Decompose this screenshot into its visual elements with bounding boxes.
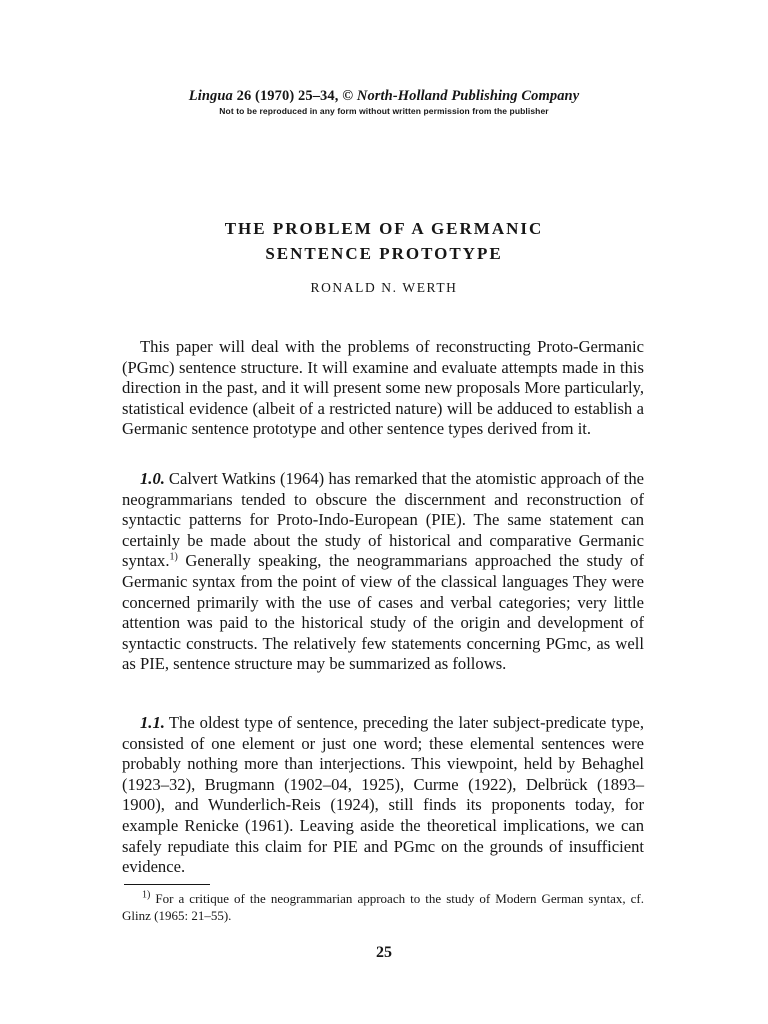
footnote-marker: 1) [142, 889, 151, 901]
abstract-paragraph [122, 337, 644, 440]
journal-name: Lingua [188, 88, 233, 104]
section-1-0-paragraph [122, 469, 644, 675]
footnote-reference: 1) [169, 551, 178, 563]
section-number: 1.1. [140, 713, 165, 732]
publisher-name: North-Holland Publishing Company [356, 88, 580, 104]
section-1-1-paragraph [122, 713, 644, 878]
journal-volume-pages: 26 (1970) 25–34, [236, 88, 339, 104]
article-title-line-2: SENTENCE PROTOTYPE [265, 244, 503, 263]
abstract-text: This paper will deal with the problems of reconstructing Proto-Germanic (PGmc) sentence structure. It will examine and evaluate attempts made in this direction in the past, and it will present some new proposals More particularly, statistical evidence (albeit of a restricted nature) will be adduced to establish a Germanic sentence prototype and other sentence types derived from it. [122, 337, 644, 439]
section-1-0-text-part-1: Calvert Watkins (1964) has remarked that the atomistic approach of the neogrammarians tended to obscure the discernment and reconstruction of syntactic patterns for Proto-Indo-European (PIE). The same statement can certainly be made about the study of historical and comparative Germanic syntax. [122, 469, 644, 571]
article-title [0, 216, 768, 266]
footnote-text: For a critique of the neogrammarian approach to the study of Modern German syntax, cf. Glinz (1965: 21–55). [122, 891, 644, 923]
section-1-0-text-part-2: Generally speaking, the neogrammarians approached the study of Germanic syntax from the point of view of the classical languages They were concerned primarily with the use of cases and verbal categories; very little attention was paid to the historical study of the origin and development of syntactic constructs. The relatively few statements concerning PGmc, as well as PIE, sentence structure may be summarized as follows. [122, 551, 644, 674]
section-number: 1.0. [140, 469, 165, 488]
footnote-paragraph [122, 890, 644, 924]
copyright-symbol: © [342, 88, 354, 104]
reproduction-note: Not to be reproduced in any form without written permission from the publisher [219, 106, 549, 116]
article-title-line-1: THE PROBLEM OF A GERMANIC [224, 219, 544, 238]
footnote-divider [124, 884, 210, 885]
journal-citation [0, 88, 768, 105]
article-author: RONALD N. WERTH [310, 280, 458, 295]
footnote [122, 890, 644, 924]
section-1-1-text: The oldest type of sentence, preceding the later subject-predicate type, consisted of one element or just one word; these elemental sentences were probably nothing more than interjections. This viewpoint, held by Behaghel (1923–32), Brugmann (1902–04, 1925), Curme (1922), Delbrück (1893–1900), and Wunderlich-Reis (1924), still finds its proponents today, for example Renicke (1961). Leaving aside the theoretical implications, we can safely repudiate this claim for PIE and PGmc on the grounds of insufficient evidence. [122, 713, 644, 877]
section-1-0 [122, 469, 644, 675]
page-number: 25 [376, 944, 392, 961]
section-1-1 [122, 713, 644, 878]
